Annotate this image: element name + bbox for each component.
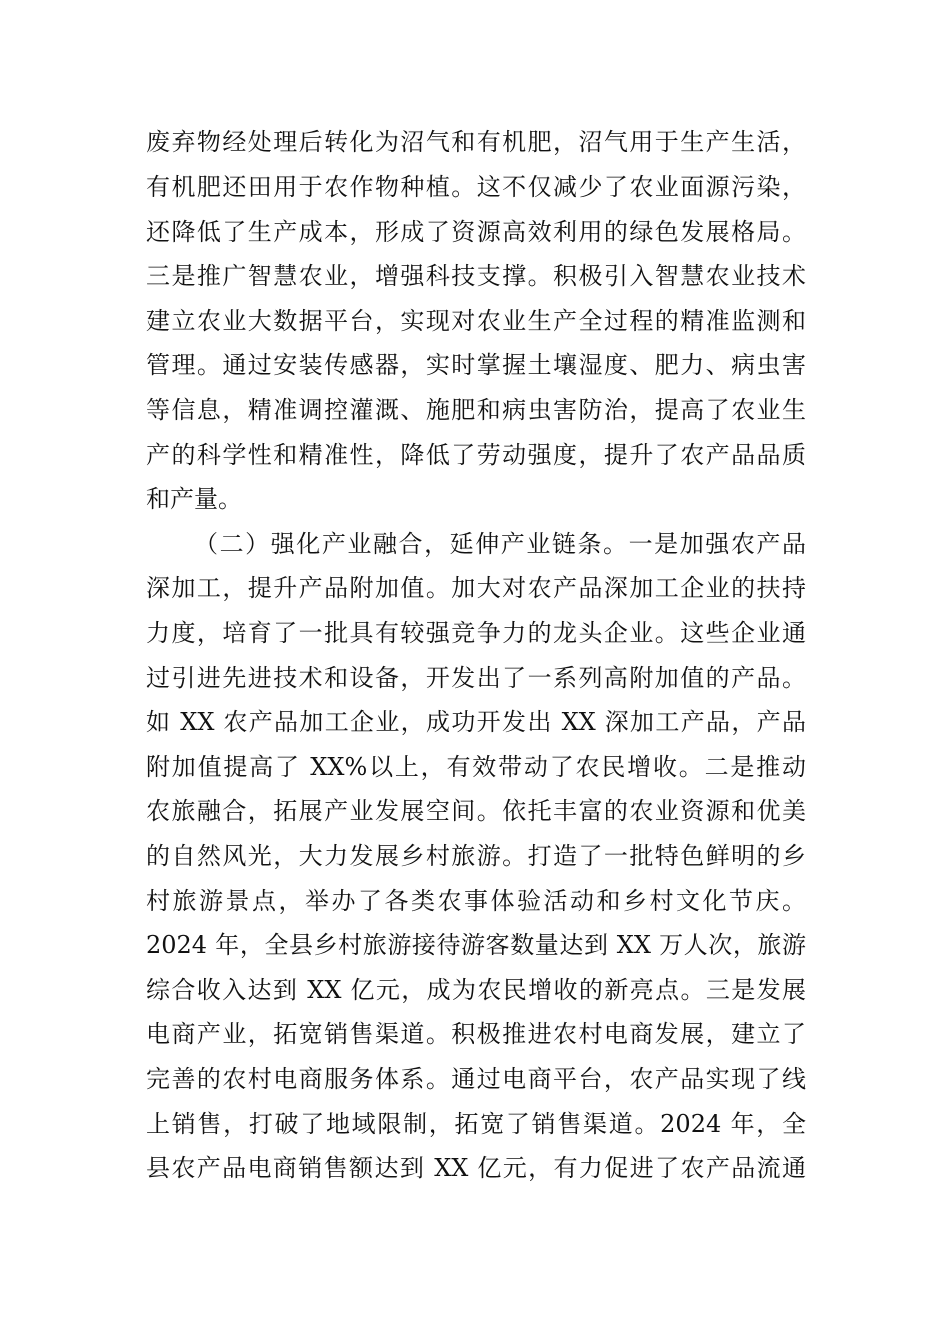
text-line: 的自然风光，大力发展乡村旅游。打造了一批特色鲜明的乡 bbox=[146, 842, 806, 870]
text-line: 产的科学性和精准性，降低了劳动强度，提升了农产品品质 bbox=[146, 441, 806, 469]
text-line: 建立农业大数据平台，实现对农业生产全过程的精准监测和 bbox=[146, 307, 806, 335]
text-line: 附加值提高了 XX%以上，有效带动了农民增收。二是推动 bbox=[146, 753, 806, 781]
text-line: 村旅游景点，举办了各类农事体验活动和乡村文化节庆。 bbox=[146, 887, 806, 915]
text-line: 过引进先进技术和设备，开发出了一系列高附加值的产品。 bbox=[146, 664, 806, 692]
text-line: 电商产业，拓宽销售渠道。积极推进农村电商发展，建立了 bbox=[146, 1020, 806, 1048]
text-line: 和产量。 bbox=[146, 485, 242, 513]
section-heading-line: （二）强化产业融合，延伸产业链条。一是加强农产品 bbox=[194, 530, 806, 558]
text-line: 2024 年，全县乡村旅游接待游客数量达到 XX 万人次，旅游 bbox=[146, 931, 806, 959]
text-line: 综合收入达到 XX 亿元，成为农民增收的新亮点。三是发展 bbox=[146, 976, 806, 1004]
text-line: 完善的农村电商服务体系。通过电商平台，农产品实现了线 bbox=[146, 1065, 806, 1093]
text-line: 管理。通过安装传感器，实时掌握土壤湿度、肥力、病虫害 bbox=[146, 351, 806, 379]
text-line: 深加工，提升产品附加值。加大对农产品深加工企业的扶持 bbox=[146, 574, 806, 602]
text-line: 废弃物经处理后转化为沼气和有机肥，沼气用于生产生活， bbox=[146, 128, 806, 156]
text-line: 三是推广智慧农业，增强科技支撑。积极引入智慧农业技术 bbox=[146, 262, 806, 290]
text-line: 县农产品电商销售额达到 XX 亿元，有力促进了农产品流通 bbox=[146, 1154, 806, 1182]
text-line: 上销售，打破了地域限制，拓宽了销售渠道。2024 年，全 bbox=[146, 1110, 806, 1138]
text-line: 如 XX 农产品加工企业，成功开发出 XX 深加工产品，产品 bbox=[146, 708, 806, 736]
text-line: 还降低了生产成本，形成了资源高效利用的绿色发展格局。 bbox=[146, 218, 806, 246]
text-line: 有机肥还田用于农作物种植。这不仅减少了农业面源污染， bbox=[146, 173, 806, 201]
text-line: 等信息，精准调控灌溉、施肥和病虫害防治，提高了农业生 bbox=[146, 396, 806, 424]
text-line: 农旅融合，拓展产业发展空间。依托丰富的农业资源和优美 bbox=[146, 797, 806, 825]
text-line: 力度，培育了一批具有较强竞争力的龙头企业。这些企业通 bbox=[146, 619, 806, 647]
